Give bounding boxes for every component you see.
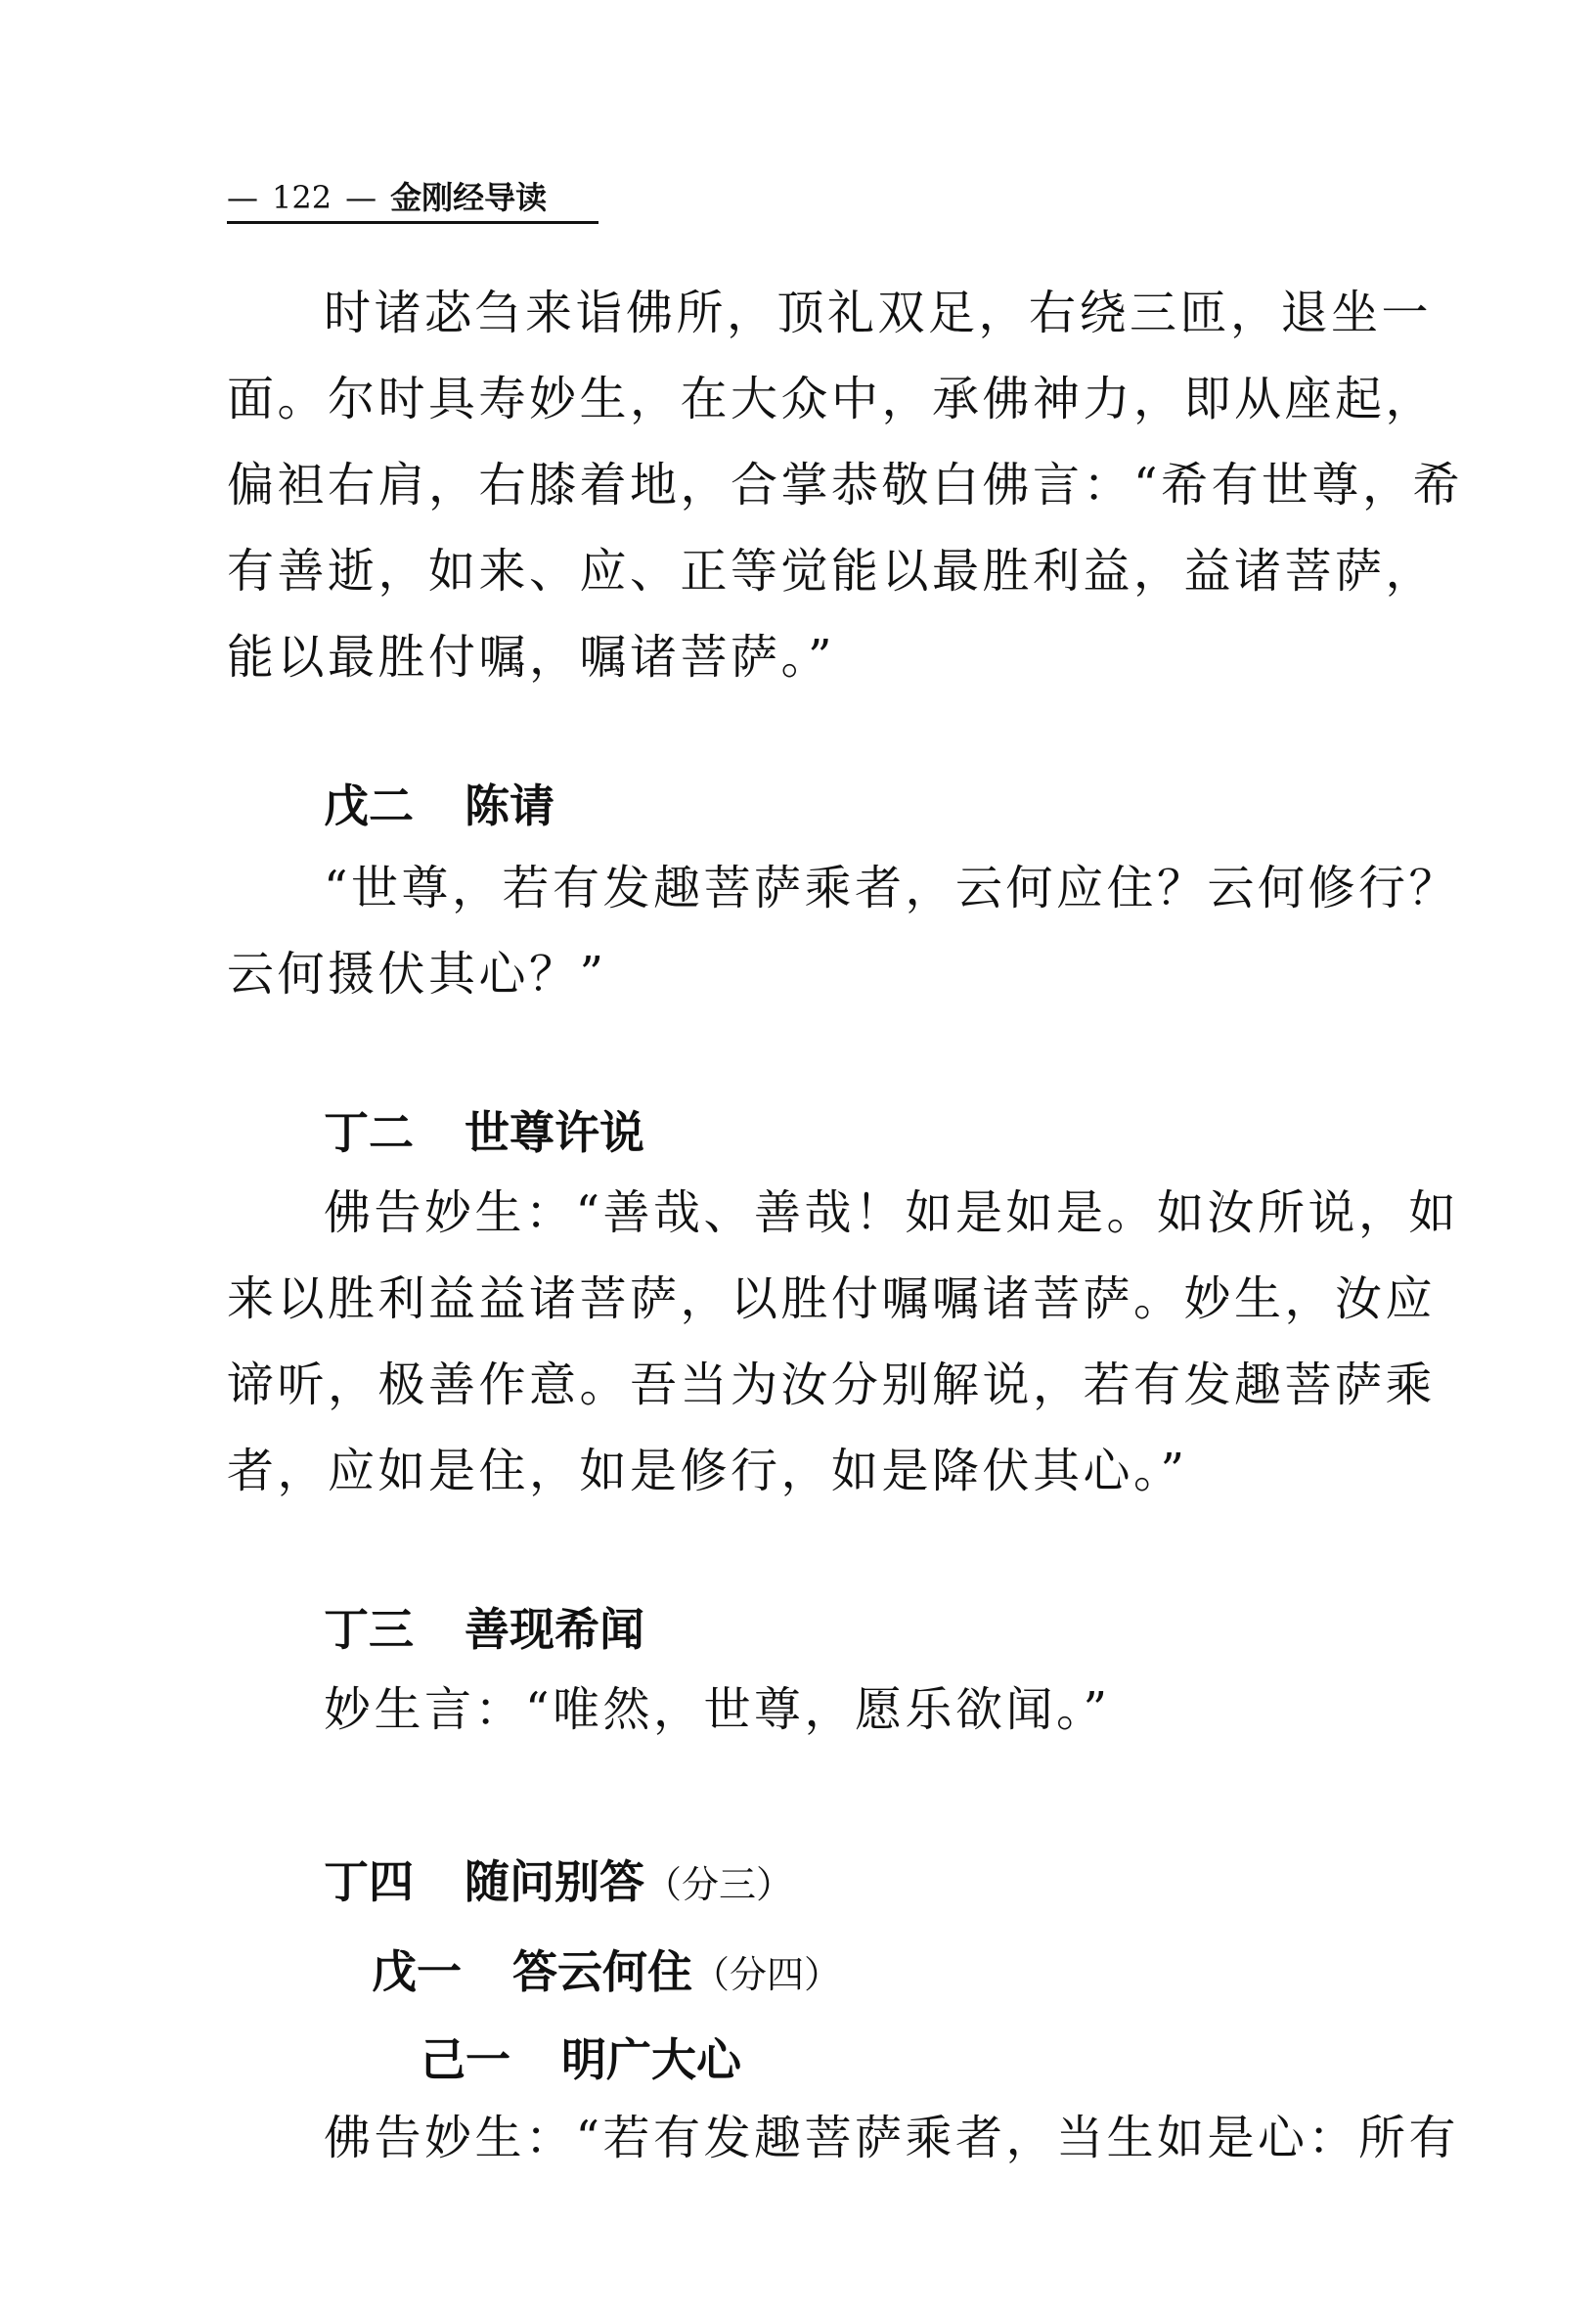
heading-note: （分四） [692, 1953, 842, 1996]
header-dash-left: — [227, 179, 258, 216]
text-line: 偏袒右肩，右膝着地，合掌恭敬白佛言：“希有世尊，希 [227, 458, 1464, 512]
heading-title: 随问别答 [465, 1855, 644, 1908]
heading-number: 戊一 [372, 1945, 462, 1998]
paragraph-3 [227, 1170, 1460, 1514]
heading-number: 己一 [421, 2033, 510, 2086]
heading-title: 明广大心 [561, 2033, 741, 2086]
text-line: 云何摄伏其心？” [227, 947, 607, 1002]
paragraph-1 [227, 270, 1464, 700]
heading-number: 丁四 [324, 1855, 414, 1908]
page-number: 122 [272, 179, 332, 216]
text-line: 者，应如是住，如是修行，如是降伏其心。” [227, 1444, 1188, 1498]
section-heading-shanxian-xiwen [324, 1600, 644, 1659]
book-title: 金刚经导读 [390, 179, 548, 216]
text-line: 时诸苾刍来诣佛所，顶礼双足，右绕三匝，退坐一 [324, 286, 1433, 340]
heading-number: 戊二 [324, 779, 414, 832]
paragraph-4 [227, 1667, 1408, 1753]
text-line: 佛告妙生：“善哉、善哉！如是如是。如汝所说，如 [324, 1185, 1460, 1240]
section-heading-da-yunhezhu [372, 1942, 841, 2004]
paragraph-2 [227, 845, 1460, 1017]
section-heading-shizun-xushuo [324, 1103, 644, 1162]
section-heading-suiwen-beida [324, 1852, 793, 1914]
heading-title: 陈请 [465, 779, 554, 832]
heading-title: 答云何住 [512, 1945, 692, 1998]
text-line: 能以最胜付嘱，嘱诸菩萨。” [227, 630, 836, 685]
paragraph-5 [227, 2095, 1460, 2181]
section-heading-ming-guangdaxin [421, 2030, 741, 2089]
header-dash-right: — [345, 179, 377, 216]
heading-number: 丁三 [324, 1603, 414, 1656]
heading-number: 丁二 [324, 1106, 414, 1159]
text-line: 佛告妙生：“若有发趣菩萨乘者，当生如是心：所有 [324, 2111, 1460, 2165]
text-line: 面。尔时具寿妙生，在大众中，承佛神力，即从座起， [227, 372, 1437, 426]
text-line: 谛听，极善作意。吾当为汝分别解说，若有发趣菩萨乘 [227, 1358, 1437, 1412]
section-heading-chenqing [324, 777, 554, 835]
heading-note: （分三） [644, 1863, 794, 1906]
text-line: 来以胜利益益诸菩萨，以胜付嘱嘱诸菩萨。妙生，汝应 [227, 1271, 1437, 1326]
text-line: “世尊，若有发趣菩萨乘者，云何应住？云何修行？ [324, 861, 1460, 915]
text-line: 妙生言：“唯然，世尊，愿乐欲闻。” [324, 1682, 1111, 1737]
heading-title: 善现希闻 [465, 1603, 644, 1656]
heading-title: 世尊许说 [465, 1106, 644, 1159]
running-header [227, 174, 598, 224]
text-line: 有善逝，如来、应、正等觉能以最胜利益，益诸菩萨， [227, 544, 1437, 599]
